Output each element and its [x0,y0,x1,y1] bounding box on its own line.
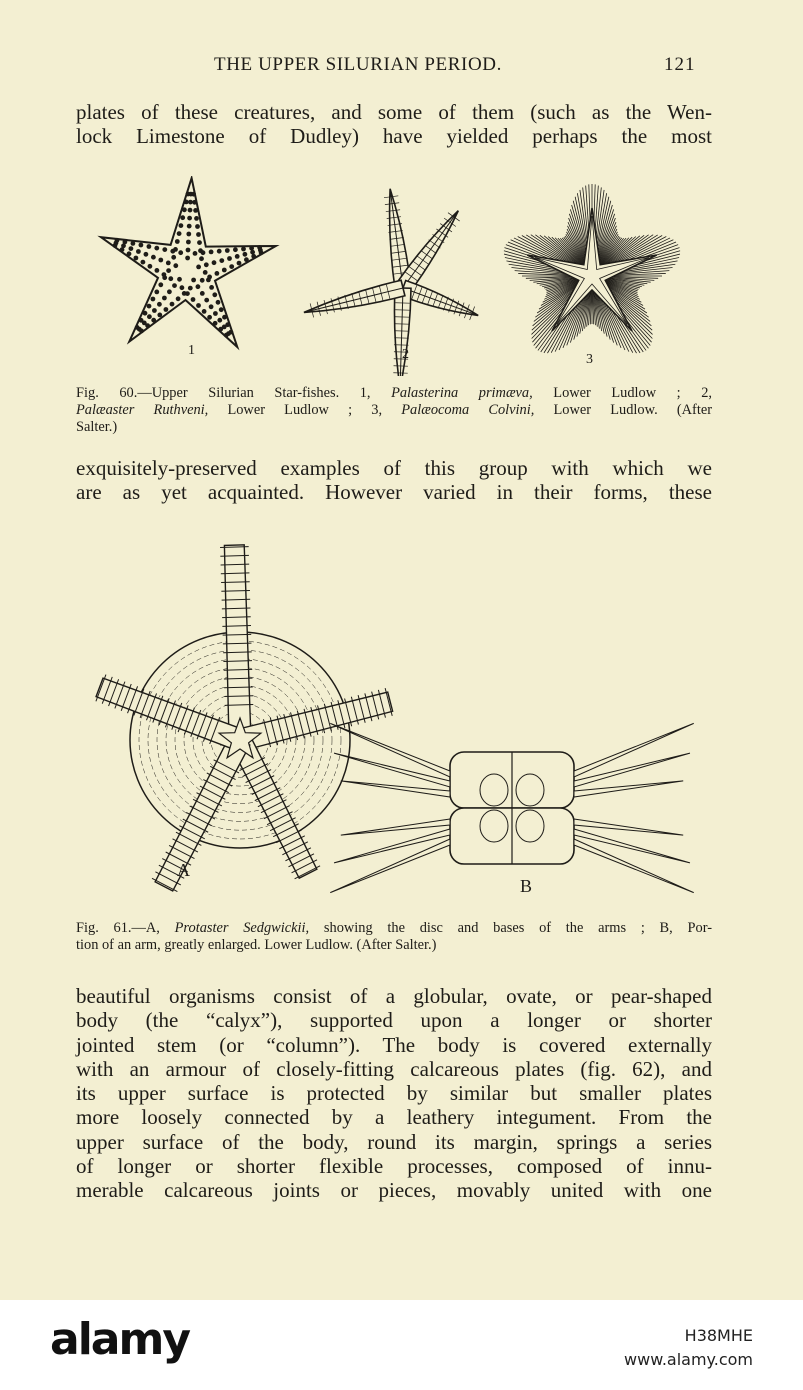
text-line: with an armour of closely-fitting calcareous plates (fig. 62), and [76,1056,712,1081]
arm-portion-illustration [330,723,693,892]
text-line: jointed stem (or “column”). The body is covered externally [76,1032,712,1057]
running-head-title: THE UPPER SILURIAN PERIOD. [214,54,502,75]
starfish-2-illustration [304,189,478,376]
paragraph-middle [76,456,712,505]
figure-label-a: A [177,860,190,880]
text-line: of longer or shorter flexible processes, composed of innu- [76,1154,712,1179]
text-line: exquisitely-preserved examples of this group with which we [76,456,712,480]
figure-label-3: 3 [586,352,593,367]
text-line: upper surface of the body, round its margin, springs a series [76,1129,712,1154]
paragraph-top [76,100,712,149]
paragraph-bottom [76,984,712,1203]
site-url: www.alamy.com [624,1350,753,1369]
text-line: more loosely connected by a leathery integument. From the [76,1105,712,1130]
figure-60-starfishes [0,176,803,376]
running-head [0,54,803,82]
text-line: lock Limestone of Dudley) have yielded perhaps the most [76,124,712,149]
text-line: beautiful organisms consist of a globular, ovate, or pear-shaped [76,984,712,1008]
figure-label-b: B [520,876,533,896]
starfish-1-illustration [101,178,276,347]
stock-footer [0,1300,803,1390]
figure-61-caption: Fig. 61.—A, Protaster Sedgwickii, showing the disc and bases of the arms ; B, Por- tion of an arm, greatly enlarged. Lower Ludlow. (After Salter.) [76,920,712,953]
page-number: 121 [664,54,696,75]
figure-61-protaster [0,540,803,910]
starfish-3-illustration [504,184,680,353]
image-id: H38MHE [684,1326,753,1345]
text-line: plates of these creatures, and some of them (such as the Wen- [76,100,712,124]
text-line: are as yet acquainted. However varied in their forms, these [76,480,712,505]
figure-60-caption: Fig. 60.—Upper Silurian Star-fishes. 1, Palasterina primæva, Lower Ludlow ; 2, Palæaster Ruthveni, Lower Ludlow ; 3, Palæocoma Colvini, Lower Ludlow. (After Salter.) [76,385,713,435]
text-line: merable calcareous joints or pieces, movably united with one [76,1178,712,1203]
figure-label-1: 1 [188,343,195,358]
figure-label-2: 2 [402,347,409,362]
protaster-disc-illustration [96,545,393,892]
text-line: body (the “calyx”), supported upon a longer or shorter [76,1008,712,1033]
text-line: its upper surface is protected by similar but smaller plates [76,1081,712,1106]
brand-logo: alamy [50,1314,189,1365]
